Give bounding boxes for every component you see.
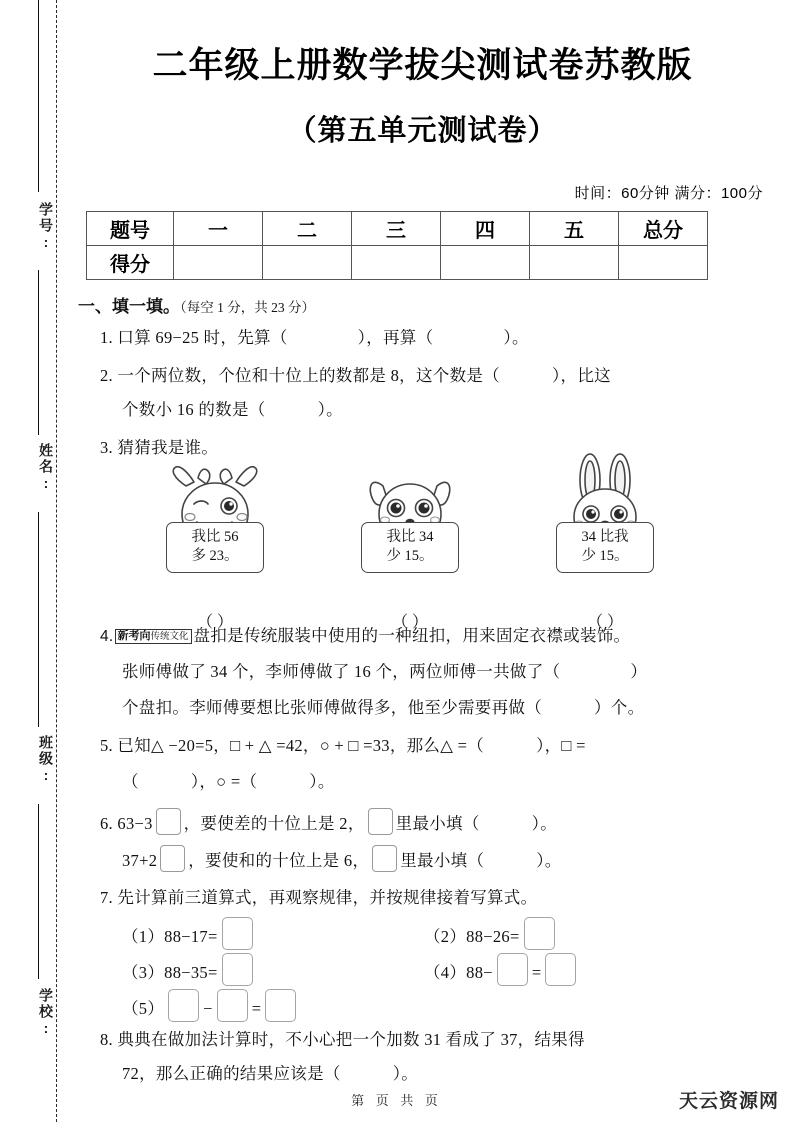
- question-7-item-5-text-a: （5）: [122, 999, 165, 1018]
- rabbit-answer-blank[interactable]: （ ）: [586, 614, 623, 631]
- question-2-text-d: ）。: [317, 400, 343, 419]
- question-2-line-2: [122, 396, 343, 420]
- seal-line-4: [38, 804, 39, 979]
- question-7-item-2: [424, 917, 559, 950]
- new-trend-badge: [115, 629, 192, 644]
- question-2-text-b: ），比这: [551, 366, 611, 385]
- goat-sign-line1: 我比 56: [191, 529, 239, 545]
- score-table-cell: 总分: [619, 212, 708, 246]
- page-title: 二年级上册数学拔尖测试卷苏教版: [152, 46, 693, 85]
- question-5-text-d: ），○ =（: [190, 772, 258, 791]
- answer-box[interactable]: [372, 845, 397, 872]
- section-title: 填一填。: [112, 297, 180, 316]
- answer-box[interactable]: [222, 953, 253, 986]
- answer-box[interactable]: [217, 989, 248, 1022]
- score-table-cell: 三: [352, 212, 441, 246]
- question-4-text-d: 个盘扣。李师傅要想比张师傅做得多，他至少需要再做（: [122, 698, 542, 717]
- question-7-item-2-text: （2）88−26=: [424, 927, 520, 946]
- seal-label-school: 学校:: [38, 988, 54, 1038]
- score-input-cell[interactable]: [441, 246, 530, 280]
- score-input-cell[interactable]: [530, 246, 619, 280]
- question-6-text-a: 6. 63−3: [100, 814, 153, 833]
- question-6-text-c: 里最小填（: [395, 814, 480, 833]
- answer-box[interactable]: [524, 917, 555, 950]
- question-6-text-g: 里最小填（: [400, 851, 485, 870]
- score-table: [86, 211, 708, 280]
- table-row: [87, 246, 708, 280]
- question-4-text-a: 盘扣是传统服装中使用的一种纽扣，用来固定衣襟或装饰。: [193, 626, 631, 645]
- question-6-text-h: ）。: [536, 851, 562, 870]
- section-points: （每空 1 分，共 23 分）: [180, 300, 315, 315]
- question-2-line-1: [100, 362, 611, 386]
- dashed-fold-line: [56, 0, 57, 1122]
- question-7-item-3-text: （3）88−35=: [122, 963, 218, 982]
- question-6-text-b: ，要使差的十位上是 2，: [183, 814, 365, 833]
- table-row: [87, 212, 708, 246]
- answer-box[interactable]: [497, 953, 528, 986]
- question-2-text-c: 个数小 16 的数是（: [122, 400, 266, 419]
- seal-label-name: 姓名:: [38, 443, 54, 493]
- seal-label-class: 班级:: [38, 735, 54, 785]
- question-6-text-e: 37+2: [122, 851, 158, 870]
- question-5-text-b: ），□ =: [536, 736, 586, 755]
- question-6-text-d: ）。: [531, 814, 557, 833]
- score-table-cell: 五: [530, 212, 619, 246]
- seal-column: [22, 0, 56, 1122]
- question-7-item-4-text-a: （4）88−: [424, 963, 493, 982]
- question-7-item-4-text-b: =: [531, 963, 542, 982]
- question-4-text-b: 张师傅做了 34 个，李师傅做了 16 个，两位师傅一共做了（: [122, 662, 561, 681]
- dog-sign: [361, 522, 459, 573]
- answer-box[interactable]: [265, 989, 296, 1022]
- rabbit-sign-line2: 少 15。: [581, 548, 629, 564]
- question-4-number: 4.: [100, 628, 114, 645]
- question-4-line-2: [122, 658, 647, 682]
- footer-page-number: 第 页 共 页: [351, 1093, 442, 1108]
- question-7-item-4: [424, 953, 580, 986]
- question-4-text-e: ）个。: [594, 698, 645, 717]
- dog-answer-blank[interactable]: （ ）: [391, 614, 428, 631]
- section-heading-one: [78, 292, 315, 317]
- answer-box[interactable]: [160, 845, 185, 872]
- dog-sign-line2: 少 15。: [386, 548, 434, 564]
- answer-box[interactable]: [222, 917, 253, 950]
- answer-box[interactable]: [545, 953, 576, 986]
- goat-sign: [166, 522, 264, 573]
- score-table-cell: 二: [263, 212, 352, 246]
- question-5-line-2: [122, 768, 335, 792]
- rabbit-sign: [556, 522, 654, 573]
- question-8-text-b: ）。: [392, 1064, 419, 1083]
- score-table-row-header: 得分: [87, 246, 174, 280]
- question-7-item-5-text-c: =: [251, 999, 262, 1018]
- seal-label-student-id: 学号:: [38, 202, 54, 252]
- score-table-row-header: 题号: [87, 212, 174, 246]
- question-5-line-1: [100, 732, 586, 756]
- score-input-cell[interactable]: [619, 246, 708, 280]
- page-subtitle: （第五单元测试卷）: [287, 115, 558, 147]
- goat-answer-blank[interactable]: （ ）: [196, 614, 233, 631]
- question-2-text-a: 2. 一个两位数，个位和十位上的数都是 8，这个数是（: [100, 366, 500, 385]
- question-5-text-a: 5. 已知△ −20=5，□ + △ =42，○ + □ =33，那么△ =（: [100, 736, 485, 755]
- question-1-text-b: ），再算（: [357, 328, 434, 347]
- question-8-line-1: 8. 典典在做加法计算时，不小心把一个加数 31 看成了 37，结果得: [100, 1030, 585, 1049]
- question-7-item-3: [122, 953, 257, 986]
- seal-line-1: [38, 0, 39, 192]
- question-7-item-1-text: （1）88−17=: [122, 927, 218, 946]
- badge-strong-text: 新考向: [117, 630, 151, 642]
- question-5-text-e: ）。: [309, 772, 335, 791]
- score-input-cell[interactable]: [174, 246, 263, 280]
- question-5-text-c: （: [122, 772, 139, 791]
- score-table-cell: 四: [441, 212, 530, 246]
- score-input-cell[interactable]: [352, 246, 441, 280]
- seal-line-3: [38, 512, 39, 727]
- question-7-item-1: [122, 917, 257, 950]
- badge-light-text: 传统文化: [150, 631, 189, 642]
- question-7-item-5-text-b: −: [203, 999, 213, 1018]
- goat-sign-line2: 多 23。: [191, 548, 239, 564]
- question-6-line-2: [122, 845, 562, 872]
- question-3: 3. 猜猜我是谁。: [100, 438, 219, 457]
- rabbit-sign-line1: 34 比我: [581, 529, 629, 545]
- dog-sign-line1: 我比 34: [386, 529, 434, 545]
- question-4-line-3: [122, 694, 644, 718]
- exam-meta-info: 时间：60分钟 满分：100分: [574, 185, 763, 202]
- question-1: [100, 324, 529, 348]
- watermark: 天云资源网: [678, 1091, 779, 1112]
- question-8-text-a: 72，那么正确的结果应该是（: [122, 1064, 341, 1083]
- question-7-item-5: [122, 989, 300, 1022]
- question-1-text-c: ）。: [503, 328, 529, 347]
- question-1-text-a: 1. 口算 69−25 时，先算（: [100, 328, 288, 347]
- answer-box[interactable]: [368, 808, 393, 835]
- question-7: 7. 先计算前三道算式，再观察规律，并按规律接着写算式。: [100, 888, 538, 907]
- question-4-line-1: [100, 622, 630, 646]
- question-4-text-c: ）: [630, 662, 648, 681]
- question-6-line-1: [100, 808, 557, 835]
- section-number: 一、: [78, 297, 112, 316]
- score-table-cell: 一: [174, 212, 263, 246]
- answer-box[interactable]: [156, 808, 181, 835]
- score-input-cell[interactable]: [263, 246, 352, 280]
- question-8-line-2: [122, 1060, 418, 1084]
- seal-line-2: [38, 270, 39, 435]
- answer-box[interactable]: [168, 989, 199, 1022]
- question-6-text-f: ，要使和的十位上是 6，: [188, 851, 370, 870]
